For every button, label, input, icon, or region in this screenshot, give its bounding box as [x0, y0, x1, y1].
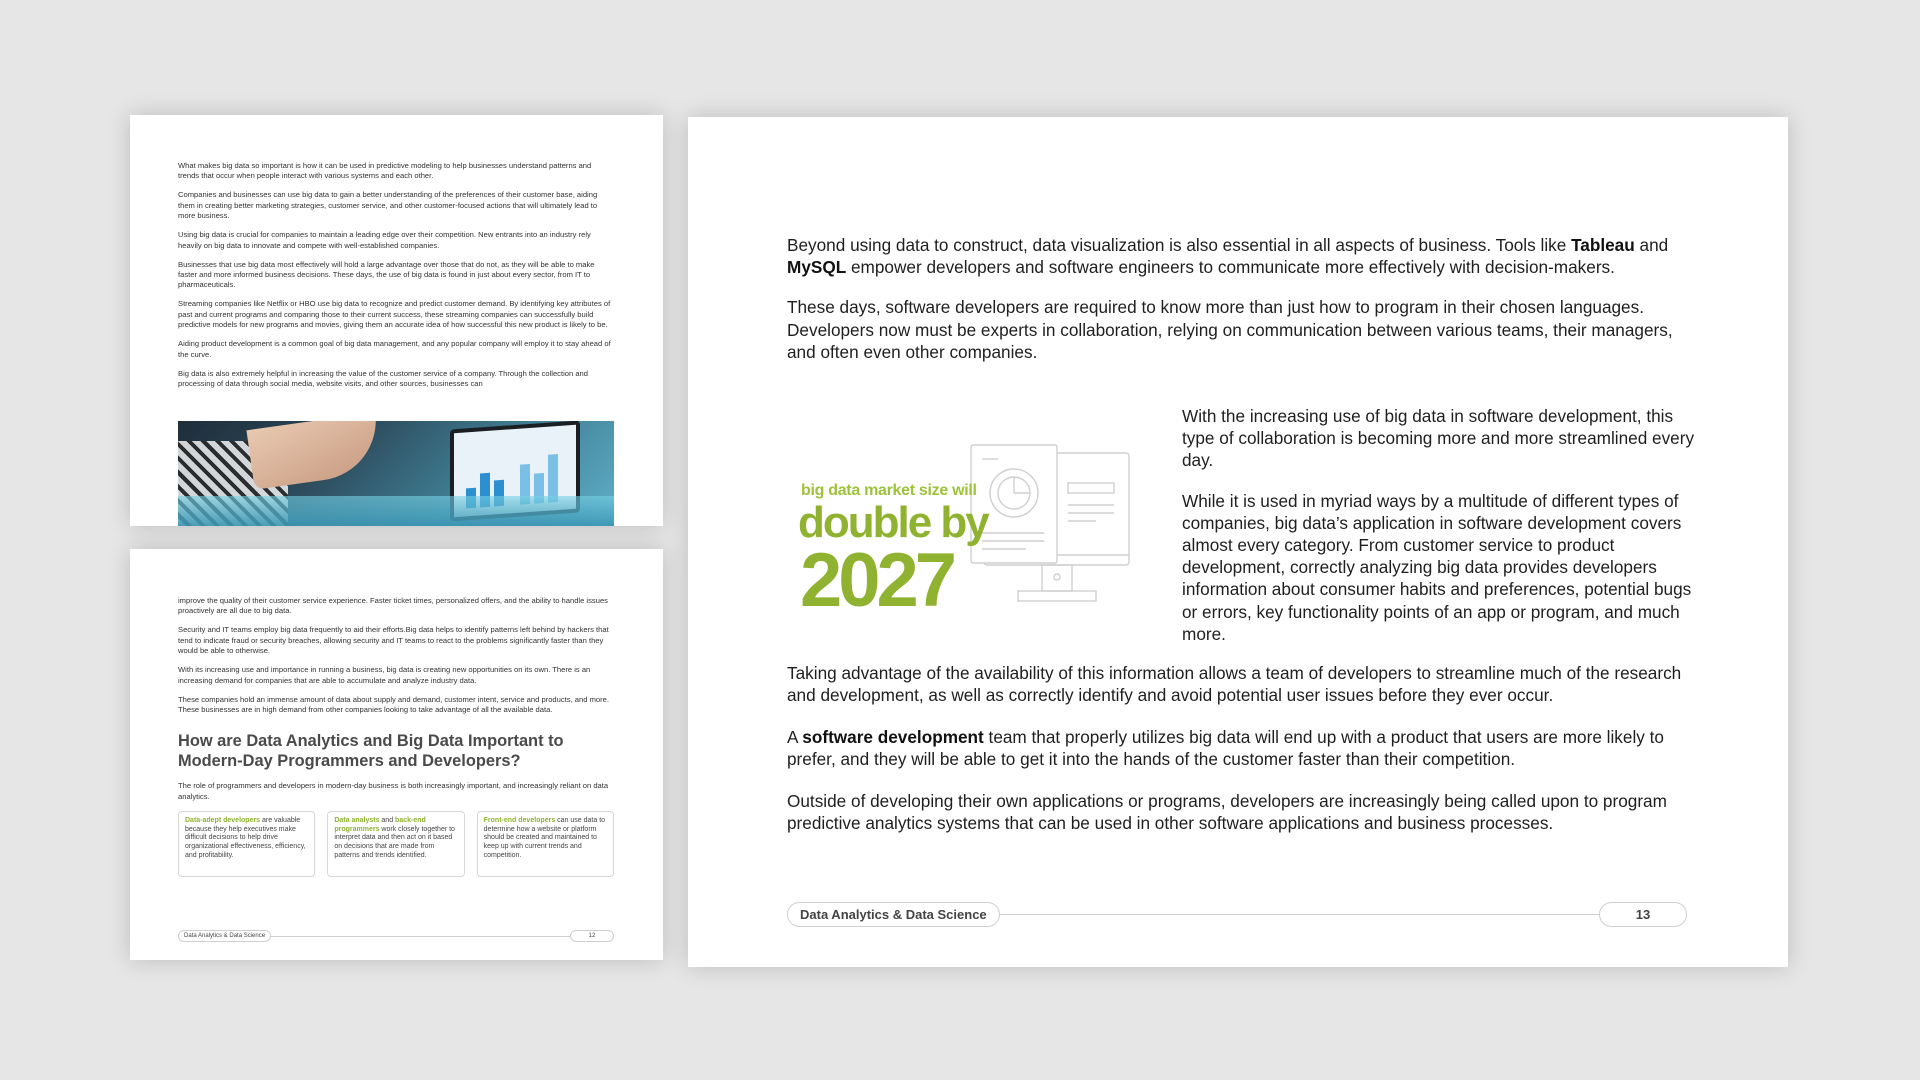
paragraph: While it is used in myriad ways by a multitude of different types of companies, big data’s application in software development covers almost every category. From customer service to product development, correctly analyzing big data provides developers information about consumer habits and preferences, potential bugs or errors, key functionality points of an app or program, and much more. — [1182, 490, 1692, 644]
card-highlight: Data analysts — [334, 816, 380, 824]
card-highlight: back-end programmers — [334, 816, 426, 833]
infographic-year: 2027 — [800, 538, 954, 623]
paragraph: Companies and businesses can use big data to gain a better understanding of the preferences of their customer base, aiding them in creating better marketing strategies, customer service, and other customer-focused actions that will ultimately lead to more business. — [178, 190, 598, 221]
paragraph: Streaming companies like Netflix or HBO use big data to recognize and predict customer demand. By identifying key attributes of past and current programs and comparing those to their current success, these streaming companies can successfully build predictive models for new programs and movies, giving them an accurate idea of how successful this new product is likely to be. — [178, 299, 611, 330]
page-thumbnail-12 — [130, 549, 663, 960]
text-run: and — [1634, 235, 1669, 255]
text-run: A — [787, 726, 803, 747]
card-highlight: Front-end developers — [483, 816, 556, 824]
section-heading: How are Data Analytics and Big Data Important to Modern-Day Programmers and Developers? — [178, 732, 564, 771]
card-highlight: Data-adept developers — [185, 816, 261, 824]
page-footer — [178, 930, 614, 942]
text-run: team that properly utilizes big data will end up with a product that users are more likely to prefer, and they will be able to get it into the hands of the customer faster than their competition. — [787, 726, 1664, 770]
footer-label: Data Analytics & Data Science — [787, 902, 1000, 927]
photo-table — [178, 496, 614, 526]
footer-rule — [271, 936, 570, 937]
page-13 — [688, 117, 1788, 967]
lower-section — [787, 662, 1697, 854]
paragraph: Taking advantage of the availability of this information allows a team of developers to streamline much of the research and development, as well as correctly identify and avoid potential user issues before they ever occur. — [787, 663, 1682, 706]
page-thumbnail-11 — [130, 115, 663, 526]
tableau-bold: Tableau — [1571, 235, 1635, 255]
laptop-analytics-photo — [178, 421, 614, 526]
page-number: 13 — [1599, 902, 1687, 927]
mysql-bold: MySQL — [787, 257, 847, 278]
paragraph: Businesses that use big data most effectively will hold a large advantage over those that do not, as they will be able to make faster and more informed business decisions. These days, the use of big data is found in just about every sector, from IT to pharmaceuticals. — [178, 259, 595, 290]
card-text: work closely together to interpret data and then act on it based on decisions that are made from patterns and trends identified. — [334, 825, 455, 860]
lead-paragraph: The role of programmers and developers in modern-day business is both increasingly important, and increasingly reliant on data analytics. — [178, 781, 609, 801]
page-number: 12 — [570, 930, 614, 942]
card-text: and — [379, 816, 396, 824]
paragraph — [787, 234, 1697, 278]
page-body — [178, 161, 614, 398]
page-footer — [787, 902, 1687, 926]
paragraph: Using big data is crucial for companies to maintain a leading edge over their competition. New entrants into an industry rely heavily on big data to innovate and compete with well-established companies. — [178, 230, 591, 250]
software-development-bold: software development — [802, 726, 984, 747]
footer-label: Data Analytics & Data Science — [178, 930, 271, 942]
paragraph: improve the quality of their customer service experience. Faster ticket times, personalized offers, and the ability to handle issues proactively are all due to big data. — [178, 596, 608, 616]
card-text: are valuable because they help executives make difficult decisions to help drive organizational effectiveness, efficiency, and profitability. — [185, 816, 306, 860]
text-run: empower developers and software engineers to communicate more effectively with decision-makers. — [846, 257, 1615, 278]
right-column — [1182, 405, 1702, 663]
info-card — [477, 811, 614, 877]
info-card — [327, 811, 464, 877]
infographic-line-1: big data market size will — [801, 482, 977, 499]
paragraph: These days, software developers are required to know more than just how to program in their chosen languages. Developers now must be experts in collaboration, relying on communication between various teams, their managers, and often even other companies. — [787, 297, 1673, 362]
paragraph: These companies hold an immense amount of data about supply and demand, customer intent, service and products, and more. These businesses are in high demand from other companies looking to take advantage of all the available data. — [178, 694, 609, 715]
market-size-infographic — [786, 437, 1166, 637]
paragraph: With the increasing use of big data in software development, this type of collaboration is becoming more and more streamlined every day. — [1182, 406, 1695, 471]
paragraph: What makes big data so important is how it can be used in predictive modeling to help businesses understand patterns and trends that occur when people interact with various systems and each other. — [178, 161, 592, 181]
text-run: Beyond using data to construct, data visualization is also essential in all aspects of business. Tools like — [787, 235, 1572, 255]
paragraph: Security and IT teams employ big data frequently to aid their efforts.Big data helps to identify patterns left behind by hackers that tend to indicate fraud or security breaches, allowing security and IT teams to react to the problems significantly faster than they would be able to otherwise. — [178, 625, 609, 656]
paragraph: Outside of developing their own applications or programs, developers are increasingly being called upon to program predictive analytics systems that can be used in other software applications and business processes. — [787, 790, 1667, 834]
card-text: can use data to determine how a website or platform should be created and maintained to keep up with current trends and competition. — [483, 816, 606, 860]
card-row — [178, 811, 614, 877]
page-intro — [787, 234, 1697, 381]
infographic-line-2: double by — [798, 498, 988, 547]
footer-rule — [1000, 914, 1599, 915]
photo-hand — [246, 421, 383, 490]
page-body — [178, 596, 614, 877]
paragraph — [787, 726, 1697, 770]
paragraph: Big data is also extremely helpful in increasing the value of the customer service of a company. Through the collection and processing of data through social media, website visits, and other sources, businesses can — [178, 368, 589, 389]
info-card — [178, 811, 315, 877]
paragraph: With its increasing use and importance in running a business, big data is creating new opportunities on its own. There is an increasing demand for companies that are able to accumulate and analyze industry data. — [178, 665, 591, 685]
paragraph: Aiding product development is a common goal of big data management, and any popular company will employ it to stay ahead of the curve. — [178, 339, 611, 359]
